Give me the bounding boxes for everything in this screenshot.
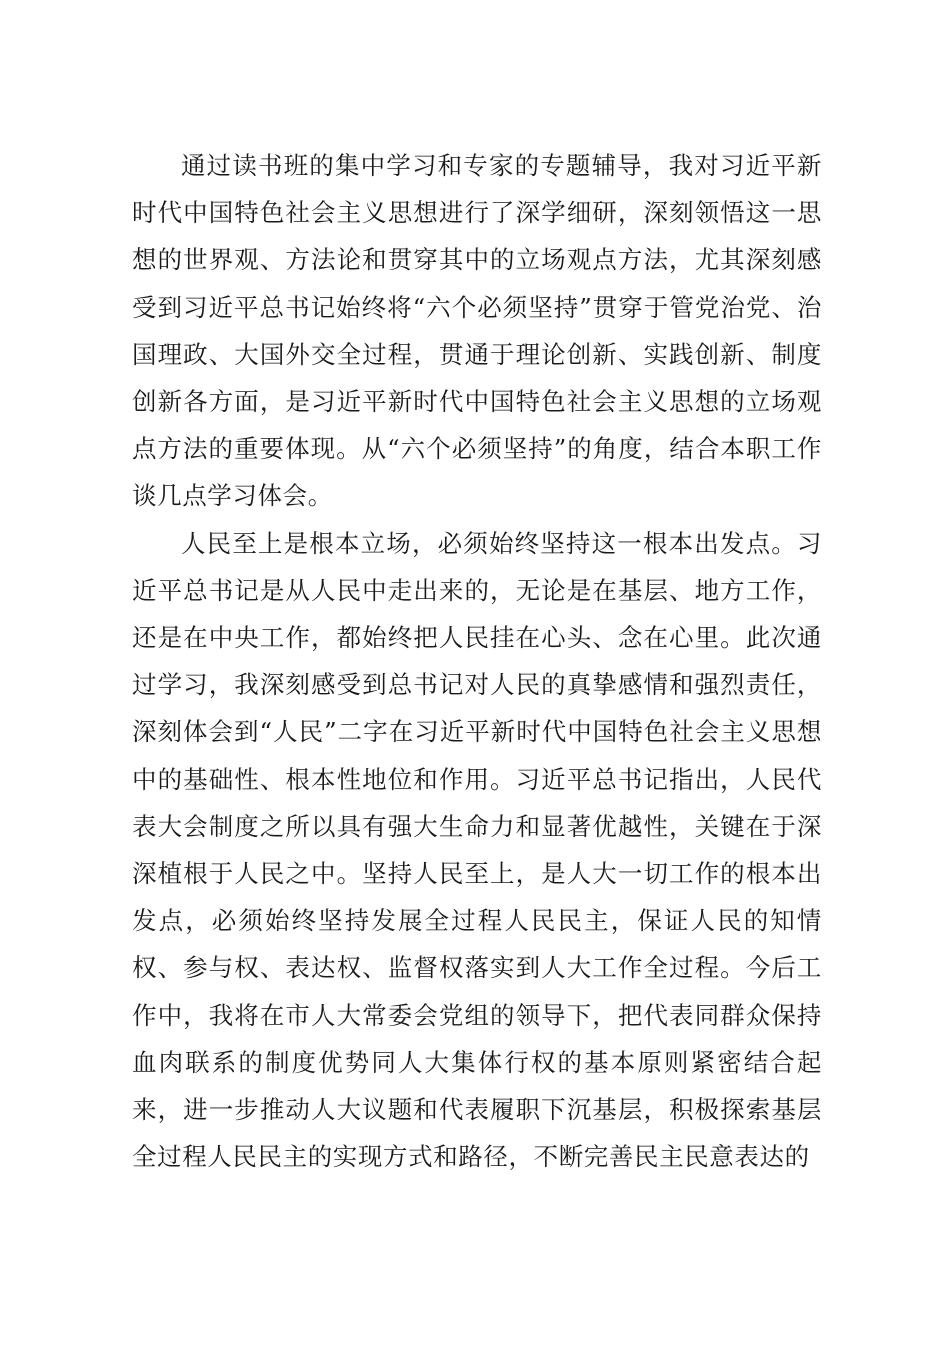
document-body	[132, 142, 822, 1180]
paragraph-study-overview: 通过读书班的集中学习和专家的专题辅导，我对习近平新时代中国特色社会主义思想进行了深学细研，深刻领悟这一思想的世界观、方法论和贯穿其中的立场观点方法，尤其深刻感受到习近平总书记始终将“六个必须坚持”贯穿于管党治党、治国理政、大国外交全过程，贯通于理论创新、实践创新、制度创新各方面，是习近平新时代中国特色社会主义思想的立场观点方法的重要体现。从“六个必须坚持”的角度，结合本职工作谈几点学习体会。	[132, 151, 822, 511]
paragraph-people-first: 人民至上是根本立场，必须始终坚持这一根本出发点。习近平总书记是从人民中走出来的，无论是在基层、地方工作，还是在中央工作，都始终把人民挂在心头、念在心里。此次通过学习，我深刻感受到总书记对人民的真挚感情和强烈责任，深刻体会到“人民”二字在习近平新时代中国特色社会主义思想中的基础性、根本性地位和作用。习近平总书记指出，人民代表大会制度之所以具有强大生命力和显著优越性，关键在于深深植根于人民之中。坚持人民至上，是人大一切工作的根本出发点，必须始终坚持发展全过程人民民主，保证人民的知情权、参与权、表达权、监督权落实到人大工作全过程。今后工作中，我将在市人大常委会党组的领导下，把代表同群众保持血肉联系的制度优势同人大集体行权的基本原则紧密结合起来，进一步推动人大议题和代表履职下沉基层，积极探索基层全过程人民民主的实现方式和路径，不断完善民主民意表达的	[132, 528, 822, 1172]
